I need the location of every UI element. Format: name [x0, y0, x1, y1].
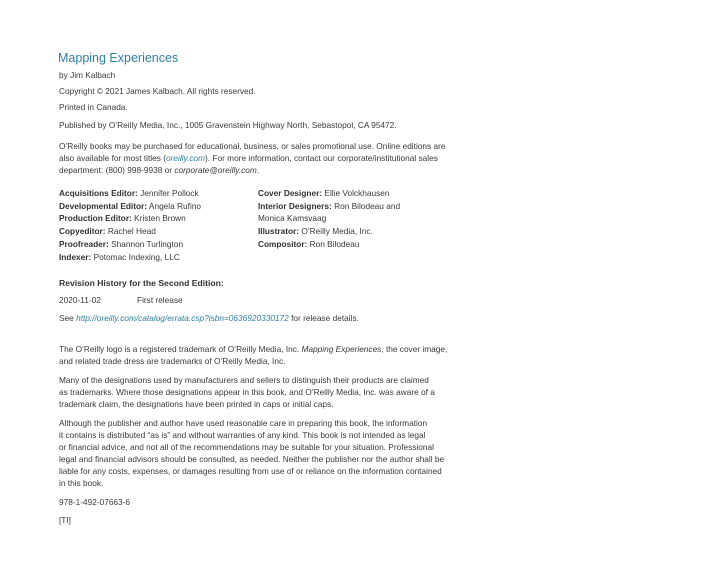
credit-name: Rachel Head — [107, 226, 156, 237]
trademark-line: and related trade dress are trademarks of O’Reilly Media, Inc. — [59, 356, 286, 366]
credit-right — [258, 225, 373, 237]
credit-role: Copyeditor: — [59, 226, 106, 237]
copyright: Copyright © 2021 James Kalbach. All rights reserved. — [59, 86, 256, 96]
credit-right — [258, 187, 389, 199]
credit-role: Compositor: — [258, 238, 308, 249]
credit-role: Cover Designer: — [258, 188, 323, 198]
revision-date: 2020-11-02 — [59, 295, 101, 305]
credit-role: Acquisitions Editor: — [59, 188, 138, 198]
text: , the cover image, — [381, 344, 448, 354]
email: corporate@oreilly.com — [174, 165, 257, 175]
credit-name: Shannon Turlington — [111, 238, 184, 249]
text: ). For more information, contact our corporate/institutional sales — [205, 153, 438, 163]
credit-name: Ron Bilodeau — [309, 238, 360, 249]
revision-label: First release — [137, 295, 183, 305]
credit-name: Ellie Volckhausen — [324, 188, 390, 198]
credit-right-cont: Monica Kamsvaag — [258, 213, 327, 224]
credit-role: Production Editor: — [59, 213, 132, 224]
book-title-italic: Mapping Experiences — [301, 344, 382, 354]
designations-line: Many of the designations used by manufacturers and sellers to distinguish their products are claimed — [59, 375, 429, 385]
credit-name: Kristen Brown — [134, 213, 186, 224]
trademark-line — [59, 343, 447, 355]
credit-left — [59, 225, 156, 237]
errata-link[interactable]: http://oreilly.com/catalog/errata.csp?isbn=0636920330172 — [76, 313, 289, 323]
credit-left — [59, 251, 180, 263]
credit-role: Illustrator: — [258, 226, 300, 237]
designations-line: as trademarks. Where those designations appear in this book, and O’Reilly Media, Inc. was aware of a — [59, 387, 435, 397]
author: by Jim Kalbach — [59, 70, 116, 80]
credit-right — [258, 238, 359, 250]
errata-line — [59, 312, 359, 324]
print-code: [TI] — [59, 515, 71, 525]
text: . — [256, 165, 260, 175]
credit-left — [59, 200, 201, 212]
disclaimer-line: Although the publisher and author have used reasonable care in preparing this book, the information — [59, 418, 428, 428]
printed: Printed in Canada. — [59, 102, 128, 112]
credit-role: Interior Designers: — [258, 200, 332, 211]
disclaimer-line: legal and financial advisors should be consulted, as needed. Neither the publisher nor the author shall be — [59, 454, 445, 464]
text: also available for most titles ( — [59, 153, 166, 163]
credit-left — [59, 212, 186, 224]
book-title: Mapping Experiences — [58, 51, 179, 65]
credit-role: Developmental Editor: — [59, 200, 148, 211]
credit-name: Potomac Indexing, LLC — [93, 251, 180, 262]
disclaimer-line: or financial advice, and not all of the recommendations may be suitable for your situation. Professional — [59, 442, 434, 452]
text: See — [59, 313, 77, 323]
disclaimer-line: it contains is distributed “as is” and without warranties of any kind. This book is not intended as legal — [59, 430, 426, 440]
text: department: (800) 998-9938 or — [59, 165, 175, 175]
credit-role: Proofreader: — [59, 238, 109, 249]
purchase-line — [59, 164, 259, 176]
disclaimer-line: in this book. — [59, 478, 104, 488]
publisher: Published by O’Reilly Media, Inc., 1005 Gravenstein Highway North, Sebastopol, CA 95472. — [59, 120, 397, 130]
text: The O’Reilly logo is a registered trademark of O’Reilly Media, Inc. — [59, 344, 302, 354]
designations-line: trademark claim, the designations have been printed in caps or initial caps. — [59, 399, 334, 409]
oreilly-link[interactable]: oreilly.com — [165, 153, 206, 163]
text: for release details. — [288, 313, 359, 323]
purchase-line — [59, 152, 438, 164]
disclaimer-line: liable for any costs, expenses, or damages resulting from use of or reliance on the information contained — [59, 466, 442, 476]
credit-name: Angela Rufino — [148, 200, 202, 211]
credit-role: Indexer: — [59, 251, 92, 262]
credit-left — [59, 238, 183, 250]
purchase-line: O’Reilly books may be purchased for educational, business, or sales promotional use. Online editions are — [59, 141, 446, 151]
credit-right — [258, 200, 400, 212]
credit-name: O’Reilly Media, Inc. — [301, 226, 373, 237]
isbn: 978-1-492-07663-6 — [59, 497, 131, 507]
credit-name: Jennifer Pollock — [140, 188, 199, 198]
credit-name: Ron Bilodeau and — [334, 200, 401, 211]
revision-heading: Revision History for the Second Edition: — [59, 278, 224, 288]
credit-left — [59, 187, 199, 199]
